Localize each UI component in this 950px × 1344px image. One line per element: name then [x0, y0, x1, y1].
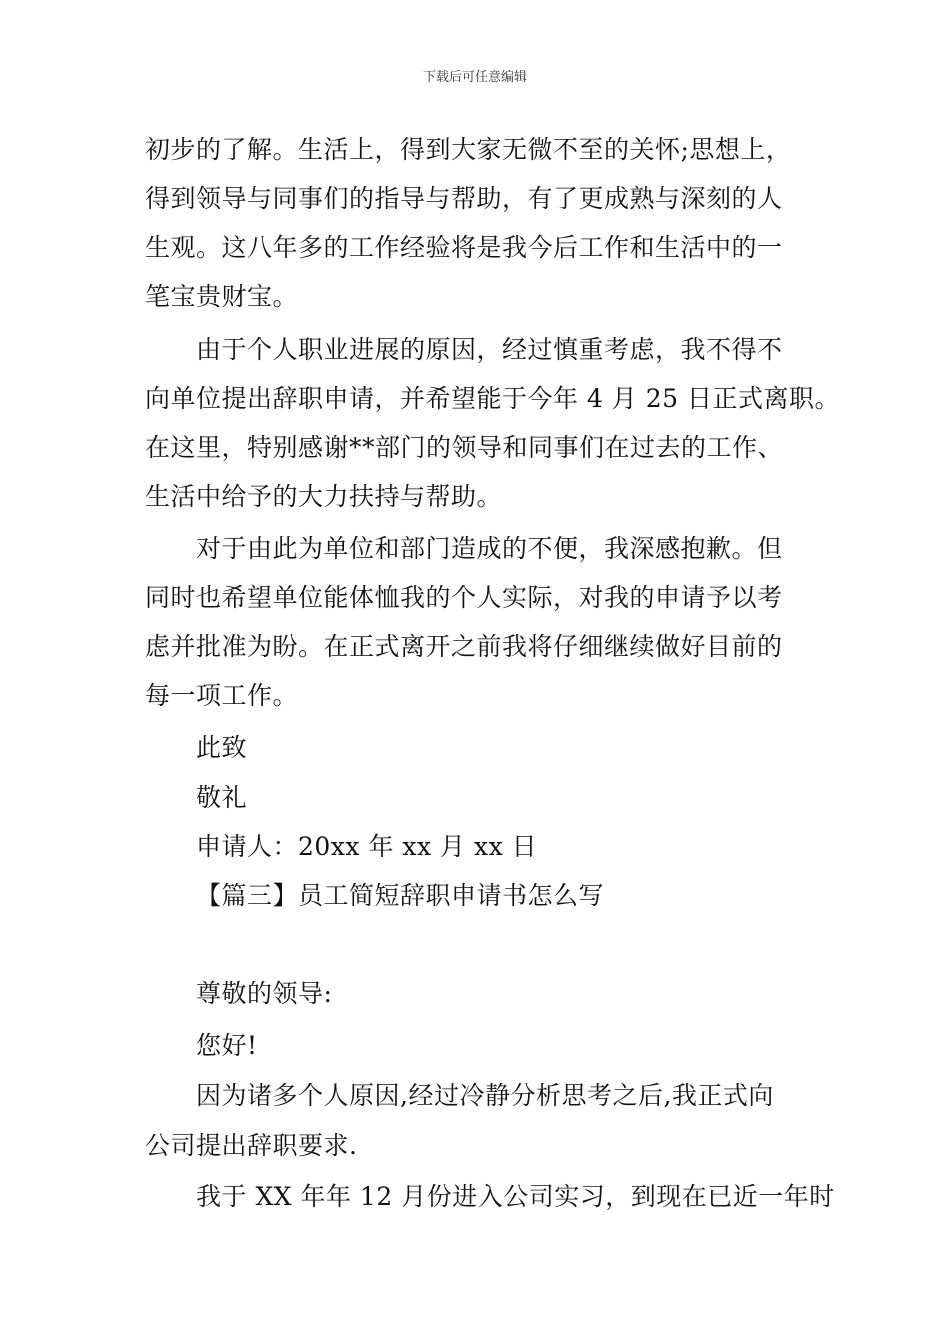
closing-regards: 敬礼: [196, 783, 248, 812]
text-line: 生活中给予的大力扶持与帮助。: [145, 482, 503, 511]
text-line: 对于由此为单位和部门造成的不便，我深感抱歉。但: [196, 534, 783, 563]
text-line: 生观。这八年多的工作经验将是我今后工作和生活中的一: [145, 233, 783, 262]
letter-greeting: 尊敬的领导:: [196, 979, 333, 1008]
text-line: 由于个人职业进展的原因，经过慎重考虑，我不得不: [196, 335, 783, 364]
text-line: 同时也希望单位能体恤我的个人实际，对我的申请予以考: [145, 583, 783, 612]
text-line: 初步的了解。生活上，得到大家无微不至的关怀;思想上，: [145, 135, 792, 164]
closing-salutation: 此致: [196, 733, 248, 762]
text-line: 我于 XX 年年 12 月份进入公司实习，到现在已近一年时: [196, 1182, 835, 1211]
text-line: 公司提出辞职要求.: [145, 1131, 358, 1160]
text-line: 得到领导与同事们的指导与帮助，有了更成熟与深刻的人: [145, 184, 783, 213]
text-line: 每一项工作。: [145, 681, 299, 710]
section-heading: 【篇三】员工简短辞职申请书怎么写: [196, 881, 605, 910]
text-line: 因为诸多个人原因,经过冷静分析思考之后,我正式向: [196, 1081, 774, 1110]
text-line: 虑并批准为盼。在正式离开之前我将仔细继续做好目前的: [145, 632, 783, 661]
text-line: 向单位提出辞职申请，并希望能于今年 4 月 25 日正式离职。: [145, 384, 841, 413]
text-line: 笔宝贵财宝。: [145, 282, 299, 311]
text-line: 在这里，特别感谢**部门的领导和同事们在过去的工作、: [145, 433, 784, 462]
applicant-date-line: 申请人：20xx 年 xx 月 xx 日: [196, 832, 538, 861]
page-header-note: 下载后可任意编辑: [422, 70, 527, 85]
letter-hello: 您好!: [196, 1031, 258, 1060]
